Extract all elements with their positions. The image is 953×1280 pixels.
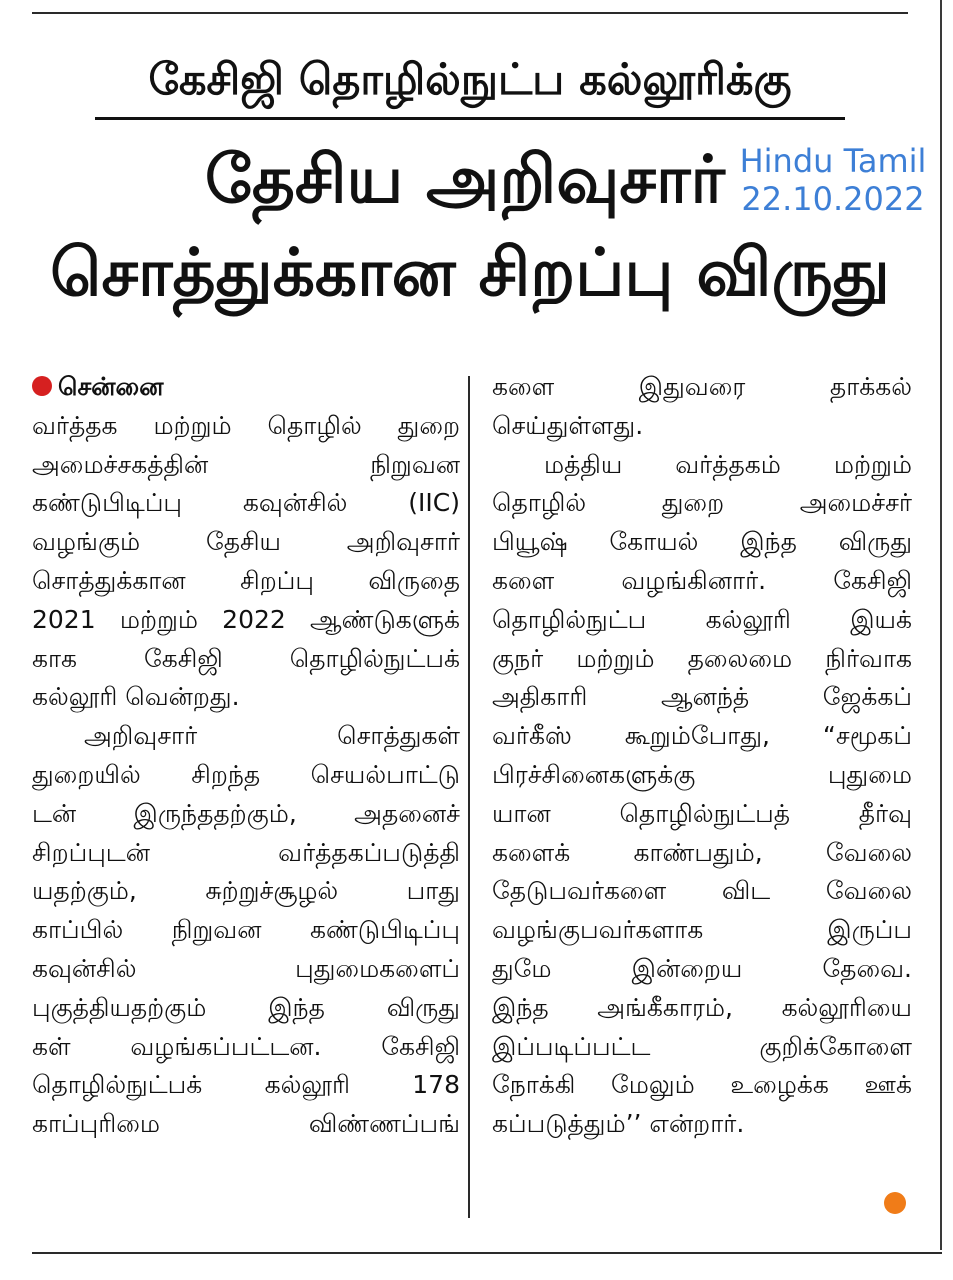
text-line: குநர் மற்றும் தலைமை நிர்வாக xyxy=(492,643,912,673)
text-line: கப்படுத்தும்’’ என்றார். xyxy=(492,1109,745,1139)
text-line: வர்கீஸ் கூறும்போது, “சமூகப் xyxy=(492,721,912,751)
text-line: தொழில்நுட்பக் கல்லூரி 178 xyxy=(32,1070,460,1100)
dateline xyxy=(32,368,460,407)
bottom-rule xyxy=(32,1252,942,1254)
text-line: புகுத்தியதற்கும் இந்த விருது xyxy=(32,992,460,1022)
dateline-text: சென்னை xyxy=(58,372,164,401)
text-line: களைக் காண்பதும், வேலை xyxy=(492,837,912,867)
source-publication: Hindu Tamil xyxy=(739,142,927,180)
text-line: காப்புரிமை விண்ணப்பங் xyxy=(32,1109,460,1139)
text-line: அமைச்சகத்தின் நிறுவன xyxy=(32,449,460,479)
text-line: பியூஷ் கோயல் இந்த விருது xyxy=(492,527,912,557)
headline-line-1: தேசிய அறிவுசார் xyxy=(205,141,725,218)
text-line: காக கேசிஜி தொழில்நுட்பக் xyxy=(32,643,460,673)
column-divider xyxy=(468,376,470,1218)
text-line: களை இதுவரை தாக்கல் xyxy=(492,372,912,401)
text-line: துறையில் சிறந்த செயல்பாட்டு xyxy=(32,759,460,789)
headline-line-2: சொத்துக்கான சிறப்பு விருது xyxy=(50,234,890,311)
text-line: துமே இன்றைய தேவை. xyxy=(492,953,912,983)
text-line: காப்பில் நிறுவன கண்டுபிடிப்பு xyxy=(32,915,460,945)
dateline-bullet-icon xyxy=(32,376,52,396)
text-line: யதற்கும், சுற்றுச்சூழல் பாது xyxy=(32,876,460,906)
text-line: கல்லூரி வென்றது. xyxy=(32,682,240,712)
text-line: சொத்துக்கான சிறப்பு விருதை xyxy=(32,565,460,595)
text-line: கள் வழங்கப்பட்டன. கேசிஜி xyxy=(32,1031,460,1061)
text-line: தொழில் துறை அமைச்சர் xyxy=(492,488,912,518)
text-line: நோக்கி மேலும் உழைக்க ஊக் xyxy=(492,1070,912,1100)
article-column-left xyxy=(32,368,460,1144)
text-line: தொழில்நுட்ப கல்லூரி இயக் xyxy=(492,604,912,634)
text-line: இந்த அங்கீகாரம், கல்லூரியை xyxy=(492,992,912,1022)
text-line: வழங்குபவர்களாக இருப்ப xyxy=(492,915,912,945)
right-rule xyxy=(940,0,942,1250)
text-line: பிரச்சினைகளுக்கு புதுமை xyxy=(492,759,912,789)
text-line: வர்த்தக மற்றும் தொழில் துறை xyxy=(32,410,460,440)
source-stamp xyxy=(728,142,938,218)
text-line: 2021 மற்றும் 2022 ஆண்டுகளுக் xyxy=(32,604,460,634)
text-line: களை வழங்கினார். கேசிஜி xyxy=(492,565,912,595)
text-line: கவுன்சில் புதுமைகளைப் xyxy=(32,953,460,983)
kicker-headline: கேசிஜி தொழில்நுட்ப கல்லூரிக்கு xyxy=(148,55,792,105)
text-line: மத்திய வர்த்தகம் மற்றும் xyxy=(544,449,912,479)
text-line: யான தொழில்நுட்பத் தீர்வு xyxy=(492,798,912,828)
text-line: அதிகாரி ஆனந்த் ஜேக்கப் xyxy=(492,682,912,712)
text-line: கண்டுபிடிப்பு கவுன்சில் (IIC) xyxy=(32,488,460,518)
text-line: வழங்கும் தேசிய அறிவுசார் xyxy=(32,527,460,557)
end-of-article-dot-icon xyxy=(884,1192,906,1214)
text-line: இப்படிப்பட்ட குறிக்கோளை xyxy=(492,1031,912,1061)
text-line: சிறப்புடன் வர்த்தகப்படுத்தி xyxy=(32,837,460,867)
top-rule xyxy=(32,12,908,14)
kicker-underline xyxy=(95,117,845,120)
article-column-right xyxy=(492,368,912,1144)
text-line: தேடுபவர்களை விட வேலை xyxy=(492,876,912,906)
source-date: 22.10.2022 xyxy=(741,180,925,218)
text-line: செய்துள்ளது. xyxy=(492,410,644,440)
text-line: அறிவுசார் சொத்துகள் xyxy=(84,721,460,751)
text-line: டன் இருந்ததற்கும், அதனைச் xyxy=(32,798,460,828)
